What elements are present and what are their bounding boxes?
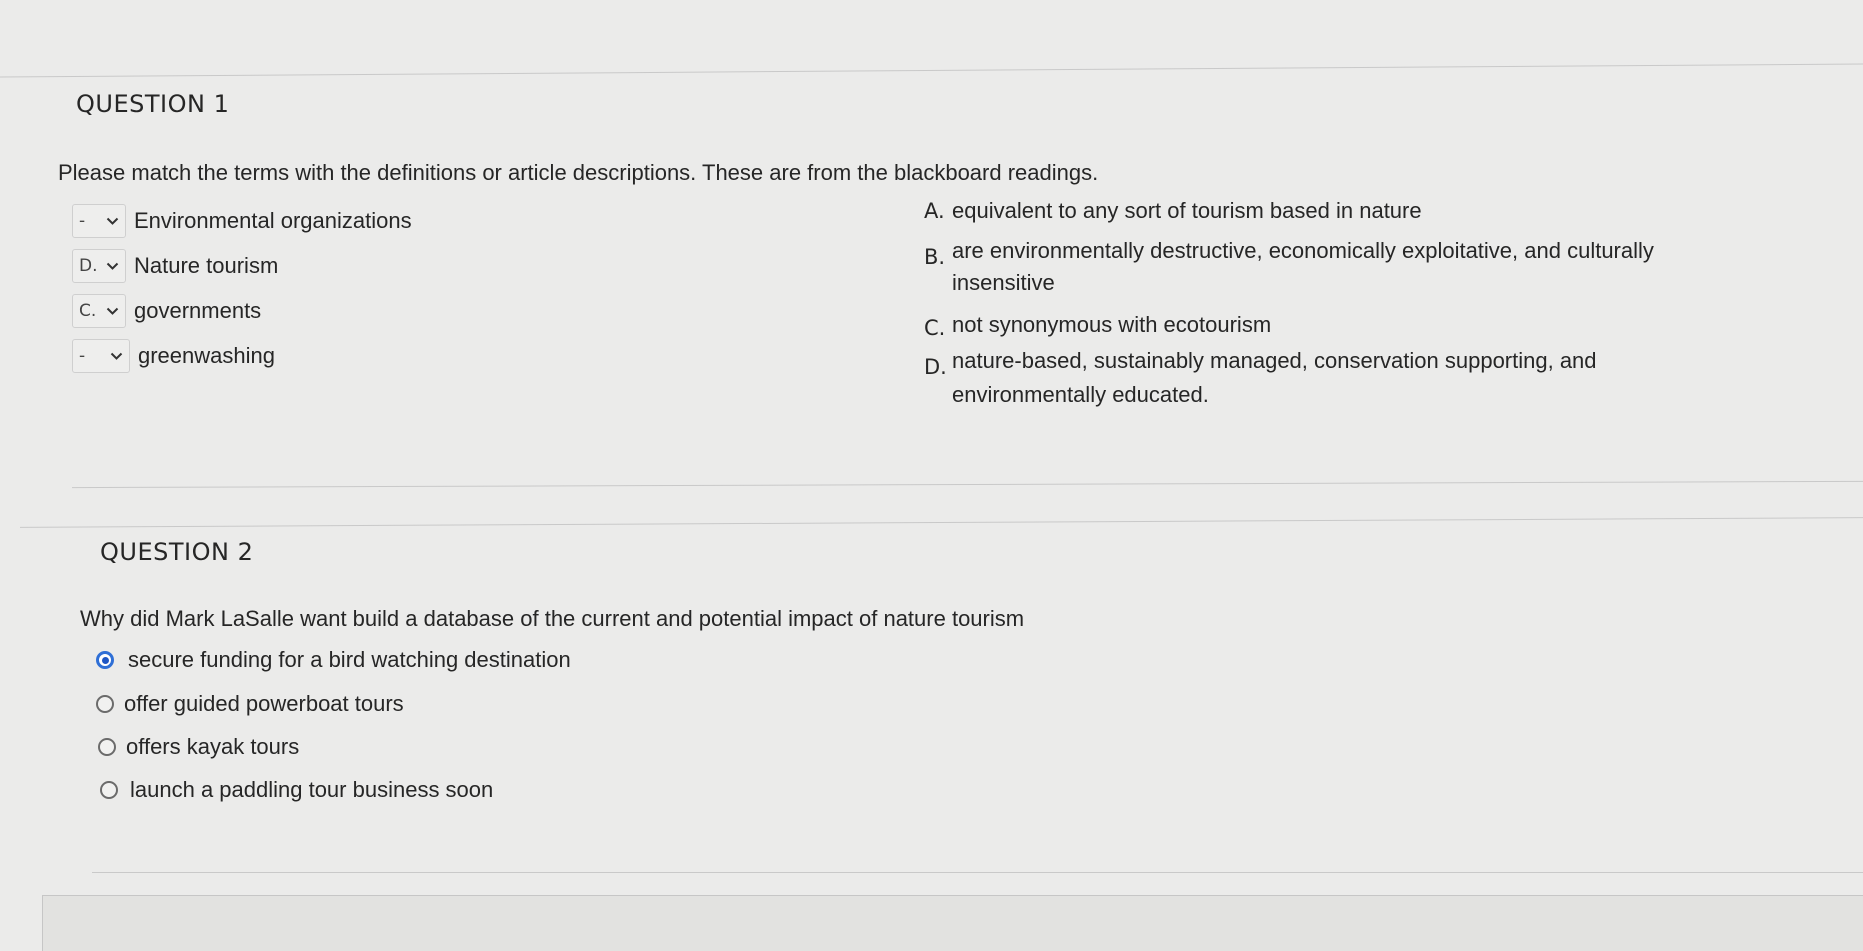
match-row-4 (72, 338, 275, 374)
next-question-panel (42, 895, 1863, 951)
definition-text: equivalent to any sort of tourism based in nature (952, 198, 1422, 223)
option-1[interactable] (96, 645, 571, 675)
definition-text: not synonymous with ecotourism (952, 312, 1272, 337)
radio-button-icon[interactable] (96, 651, 114, 669)
select-value: - (79, 346, 86, 366)
chevron-down-icon (110, 351, 123, 361)
answer-select-2[interactable] (72, 249, 126, 283)
definition-letter: B. (924, 245, 946, 269)
definition-text: nature-based, sustainably managed, conservation supporting, and (952, 348, 1597, 373)
question-separator (20, 517, 1863, 528)
answer-select-1[interactable] (72, 204, 126, 238)
radio-button-icon[interactable] (100, 781, 118, 799)
definition-text: are environmentally destructive, economically exploitative, and culturally (952, 238, 1654, 263)
option-label: offers kayak tours (126, 734, 300, 759)
definition-b (924, 236, 1804, 300)
question-1-prompt: Please match the terms with the definitions or article descriptions. These are from the blackboard readings. (58, 160, 1099, 185)
option-2[interactable] (96, 689, 404, 719)
option-label: secure funding for a bird watching destination (128, 647, 571, 672)
select-value: - (79, 211, 86, 231)
term-label: greenwashing (138, 343, 275, 368)
definition-text-line2: environmentally educated. (952, 382, 1209, 407)
answer-select-4[interactable] (72, 339, 130, 373)
definition-a (924, 196, 1804, 228)
option-label: launch a paddling tour business soon (130, 777, 494, 802)
term-label: governments (134, 298, 262, 323)
term-label: Nature tourism (134, 253, 279, 278)
answer-select-3[interactable] (72, 294, 126, 328)
match-row-3 (72, 293, 261, 329)
definition-d (924, 346, 1804, 410)
question-2-prompt: Why did Mark LaSalle want build a database of the current and potential impact of nature tourism (80, 606, 1025, 631)
question-2-divider (92, 872, 1863, 873)
definition-text-line2: insensitive (952, 270, 1055, 295)
option-3[interactable] (98, 732, 299, 762)
definition-letter: A. (924, 199, 945, 223)
chevron-down-icon (106, 261, 119, 271)
question-1-divider (72, 481, 1863, 488)
radio-button-icon[interactable] (96, 695, 114, 713)
chevron-down-icon (106, 306, 119, 316)
radio-button-icon[interactable] (98, 738, 116, 756)
option-4[interactable] (100, 775, 493, 805)
definition-letter: D. (924, 355, 947, 379)
top-divider (0, 63, 1863, 77)
question-1-title: QUESTION 1 (76, 90, 230, 118)
match-row-2 (72, 248, 278, 284)
select-value: C. (79, 301, 97, 321)
definition-c (924, 310, 1804, 342)
chevron-down-icon (106, 216, 119, 226)
definition-letter: C. (924, 316, 946, 340)
select-value: D. (79, 256, 98, 276)
match-row-1 (72, 203, 412, 239)
option-label: offer guided powerboat tours (124, 691, 404, 716)
question-2-title: QUESTION 2 (100, 538, 254, 566)
term-label: Environmental organizations (134, 208, 412, 233)
